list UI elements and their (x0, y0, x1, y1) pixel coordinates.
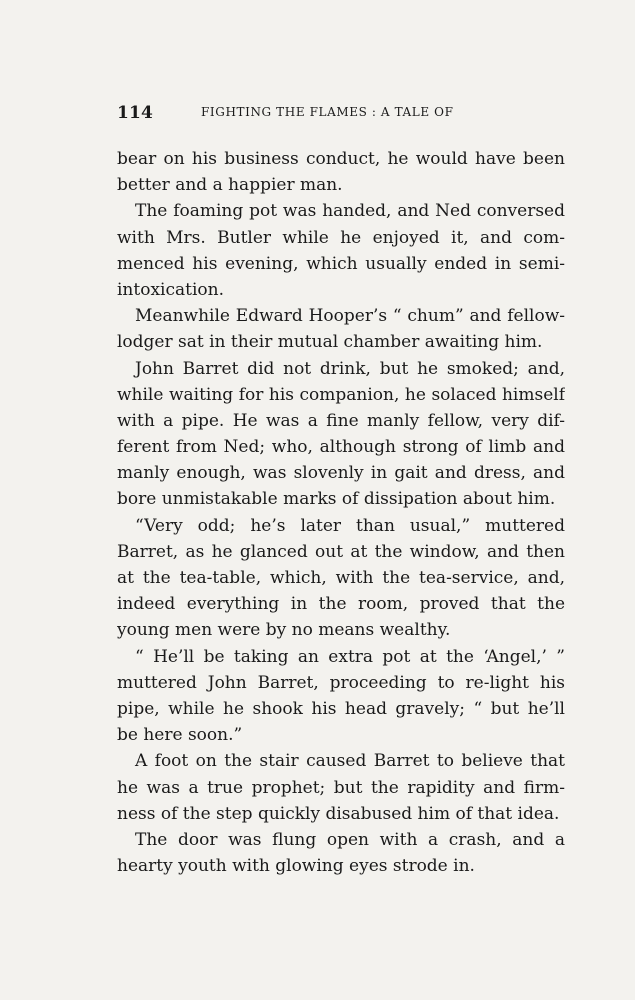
text-line: indeed everything in the room, proved that the (117, 594, 565, 615)
text-line: hearty youth with glowing eyes strode in. (117, 856, 475, 877)
text-line: pipe, while he shook his head gravely; “ but he’ll (117, 698, 565, 719)
text-line: while waiting for his companion, he solaced himself (117, 384, 565, 405)
text-line: Barret, as he glanced out at the window, and then (117, 541, 565, 562)
text-line: he was a true prophet; but the rapidity and firm- (117, 777, 565, 798)
text-line: menced his evening, which usually ended in semi- (117, 253, 565, 274)
text-line: at the tea-table, which, with the tea-service, and, (117, 568, 565, 588)
text-line: muttered John Barret, proceeding to re-light his (117, 672, 565, 693)
text-line: be here soon.” (117, 725, 243, 746)
text-line: A foot on the stair caused Barret to believe that (135, 751, 565, 772)
text-line: “ He’ll be taking an extra pot at the ‘Angel,’ ” (135, 646, 565, 667)
body-text (117, 146, 565, 879)
text-line: manly enough, was slovenly in gait and dress, and (117, 463, 565, 484)
text-line: The door was flung open with a crash, and a (135, 829, 565, 850)
text-line: ness of the step quickly disabused him of that idea. (117, 803, 560, 824)
text-line: intoxication. (117, 279, 224, 300)
page-number: 114 (117, 103, 154, 123)
text-line: ferent from Ned; who, although strong of limb and (117, 437, 565, 458)
text-line: lodger sat in their mutual chamber awaiting him. (117, 332, 543, 353)
text-line: “Very odd; he’s later than usual,” muttered (135, 515, 565, 536)
text-line: bore unmistakable marks of dissipation about him. (117, 489, 556, 510)
text-line: with a pipe. He was a fine manly fellow, very dif- (117, 410, 565, 431)
text-line: John Barret did not drink, but he smoked; and, (135, 358, 565, 379)
text-line: better and a happier man. (117, 175, 343, 196)
text-line: bear on his business conduct, he would have been (117, 149, 565, 169)
text-line: The foaming pot was handed, and Ned conversed (135, 201, 565, 222)
text-line: with Mrs. Butler while he enjoyed it, and com- (117, 227, 565, 248)
running-title: FIGHTING THE FLAMES : A TALE OF (201, 105, 454, 119)
text-line: young men were by no means wealthy. (117, 620, 451, 641)
text-line: Meanwhile Edward Hooper’s “ chum” and fellow- (135, 306, 565, 327)
